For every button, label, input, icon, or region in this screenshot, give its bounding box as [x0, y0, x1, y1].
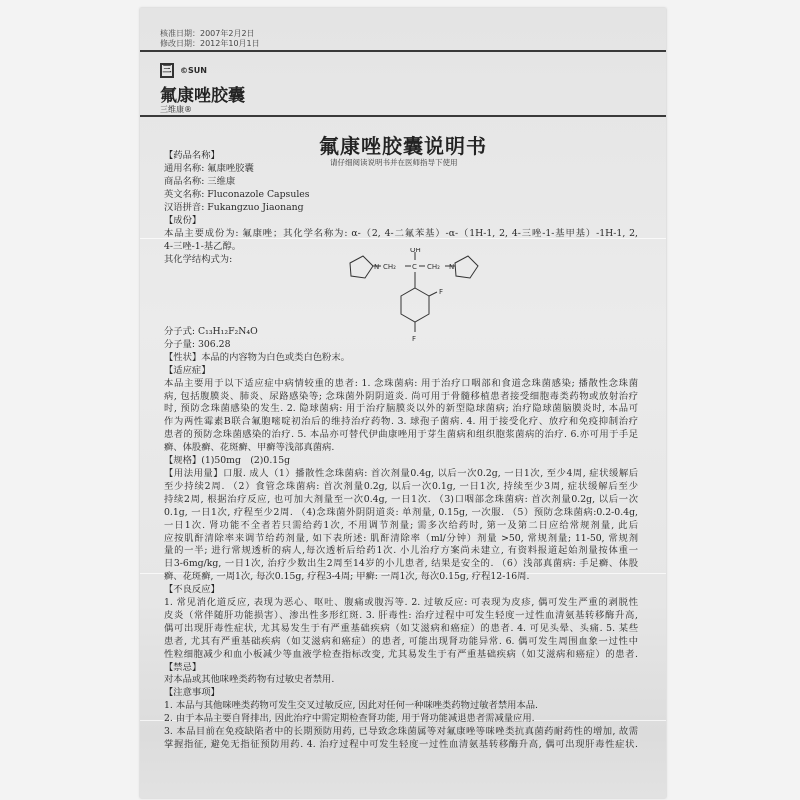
atom-f: F [439, 288, 444, 296]
document-title: 氟康唑胶囊说明书 [319, 134, 487, 158]
main-body [164, 326, 638, 752]
document-subtitle: 请仔细阅读说明书并在医师指导下使用 [330, 158, 458, 167]
brand-logo-text: ©SUN [180, 66, 207, 75]
molecular-weight: 分子量: 306.28 [164, 338, 231, 350]
text-line: 日3-6mg/kg, 一日1次, 治疗少数出生2周至14岁的小儿患者, 结果是安全的. （6）浅部真菌病: 手足癣、体股 [164, 558, 638, 570]
text-line: 4-三唑-1-基乙醇。 [164, 241, 242, 252]
text-line: 应按肌酐清除率来调节给药剂量, 如下表所述: 肌酐清除率（ml/分钟）剂量 >50, 常规剂量; 11-50, 常规剂 [164, 532, 638, 544]
text-line: 3. 本品目前在免疫缺陷者中的长期预防用药, 已导致念珠菌属等对氟康唑等咪唑类抗真菌药耐药性的增加, 故需 [164, 726, 638, 738]
text-line: 本品主要成份为: 氟康唑；其化学名称为: α-（2, 4-二氟苯基）-α-（1H-1, 2, 4-三唑-1-基甲基）-1H-1, 2, [164, 228, 638, 239]
divider [140, 50, 666, 52]
section-heading: 【适应症】 [164, 364, 211, 376]
specification: 【规格】(1)50mg (2)0.15g [164, 455, 291, 467]
atom-f: F [412, 335, 417, 343]
properties: 【性状】本品的内容物为白色或类白色粉末。 [164, 351, 350, 363]
atom-ch2: CH₂ [383, 263, 396, 271]
text-line: 一日1次. 肾功能不全者若只需给药1次, 不用调节剂量; 需多次给药时, 第一及第二日应给常规剂量, 此后 [164, 519, 638, 531]
text-line: 偶可出现肝毒性症状, 尤其易发生于有严重基础疾病（如艾滋病和癌症）的患者. 4. 可见头晕、头痛. 5. 某些 [164, 622, 638, 634]
text-line: 掌握指征, 避免无指征预防用药. 4. 治疗过程中可发生轻度一过性血清氨基转移酶升高, 偶可出现肝毒性症状. [164, 739, 638, 750]
company-logo [160, 63, 174, 78]
product-name: 氟康唑胶囊 [160, 86, 245, 106]
approval-date: 核准日期：2007年2月2日 [160, 29, 255, 38]
text-line: 时, 预防念珠菌感染的发生. 2. 隐球菌病: 用于治疗脑膜炎以外的新型隐球菌病; 治疗隐球菌脑膜炎时, 本品可 [164, 403, 638, 415]
text-line: 1. 常见消化道反应, 表现为恶心、呕吐、腹痛或腹泻等. 2. 过敏反应: 可表现为皮疹, 偶可发生严重的剥脱性 [164, 597, 638, 609]
text-line: 患者, 尤其有严重基础疾病（如艾滋病和癌症）的患者, 可能出现肾功能异常. 6. 偶可发生周围血象一过性中 [164, 635, 638, 647]
text-line: 病, 包括腹膜炎、肺炎、尿路感染等; 念珠菌外阴阴道炎. 尚可用于骨髓移植患者接受细胞毒类药物或放射治疗 [164, 390, 638, 402]
divider [140, 115, 666, 117]
text-line: 癣、体股癣、花斑癣、甲癣等浅部真菌病. [164, 442, 335, 454]
section-heading: 【注意事项】 [164, 687, 220, 699]
text-line: 性粒细胞减少和血小板减少等血液学检查指标改变, 尤其易发生于有严重基础疾病（如艾滋病和癌症）的患者. [164, 648, 638, 660]
text-line: 对本品或其他咪唑类药物有过敏史者禁用. [164, 674, 335, 686]
text-line: 持续2周, 根据治疗反应, 也可加大剂量至一次0.4g, 一日1次. （3)口咽部念珠菌病: 首次剂量0.2g, 以后一次 [164, 493, 638, 505]
logo-char: 三 [162, 65, 172, 75]
text-line: 癣、花斑癣, 一周1次, 每次0.15g, 疗程3-4周; 甲癣: 一周1次, 每次0.15g, 疗程12-16周. [164, 571, 530, 583]
text-line: 【用法用量】口服. 成人（1）播散性念珠菌病: 首次剂量0.4g, 以后一次0.2g, 一日1次, 至少4周, 症状缓解后 [164, 467, 638, 479]
text-line: 0.1g, 一日1次, 疗程至少2周. （4)念珠菌外阴阴道炎: 单剂量, 0.15g, 一次服. （5）预防念珠菌病:0.2-0.4g, [164, 506, 638, 518]
dates [160, 29, 260, 49]
generic-name: 通用名称: 氟康唑胶囊 [164, 163, 254, 174]
english-name: 英文名称: Fluconazole Capsules [164, 189, 310, 200]
atom-n: N [374, 263, 380, 271]
text-line: 本品主要用于以下适应症中病情较重的患者: 1. 念珠菌病: 用于治疗口咽部和食道念珠菌感染; 播散性念珠菌 [164, 377, 638, 389]
atom-ch2: CH₂ [427, 263, 440, 271]
trade-name: 三维康® [160, 105, 192, 114]
revision-date: 修改日期：2012年10月1日 [160, 39, 260, 48]
package-insert-sheet [140, 8, 666, 798]
pinyin-name: 汉语拼音: Fukangzuo Jiaonang [164, 202, 304, 213]
text-line: 作为两性霉素B联合氟胞嘧啶初治后的维持治疗药物. 3. 球孢子菌病. 4. 用于接受化疗、放疗和免疫抑制治疗 [164, 416, 638, 428]
molecular-formula: 分子式: C₁₃H₁₂F₂N₄O [164, 326, 258, 337]
structure-label: 其化学结构式为: [164, 254, 233, 265]
atom-n: N [449, 263, 455, 271]
atom-c: C [412, 263, 417, 271]
trade-name-line: 商品名称: 三维康 [164, 176, 236, 187]
section-heading: 【药品名称】 [164, 150, 220, 161]
atom-oh: OH [410, 248, 421, 254]
section-heading: 【不良反应】 [164, 584, 220, 596]
text-line: 至少持续2周. （2）食管念珠菌病: 首次剂量0.2g, 以后一次0.1g, 一日1次, 持续至少3周, 症状缓解后至少 [164, 480, 638, 492]
section-heading: 【成份】 [164, 215, 202, 226]
text-line: 患者的预防念珠菌感染的治疗. 5. 本品亦可替代伊曲康唑用于芽生菌病和组织胞浆菌病的治疗. 6.亦可用于手足 [164, 429, 638, 441]
text-line: 2. 由于本品主要自肾排出, 因此治疗中需定期检查肾功能, 用于肾功能减退患者需减量应用. [164, 713, 535, 725]
section-heading: 【禁忌】 [164, 661, 202, 673]
text-line: 皮炎（常伴随肝功能损害）、渗出性多形红斑. 3. 肝毒性: 治疗过程中可发生轻度一过性血清氨基转移酶升高, [164, 609, 638, 621]
text-line: 量的一半; 进行常规透析的病人,每次透析后给药1次. 小儿治疗方案尚未建立, 有资料报道起始剂量按体重一 [164, 545, 638, 557]
text-line: 1. 本品与其他咪唑类药物可发生交叉过敏反应, 因此对任何一种咪唑类药物过敏者禁用本品. [164, 700, 538, 712]
